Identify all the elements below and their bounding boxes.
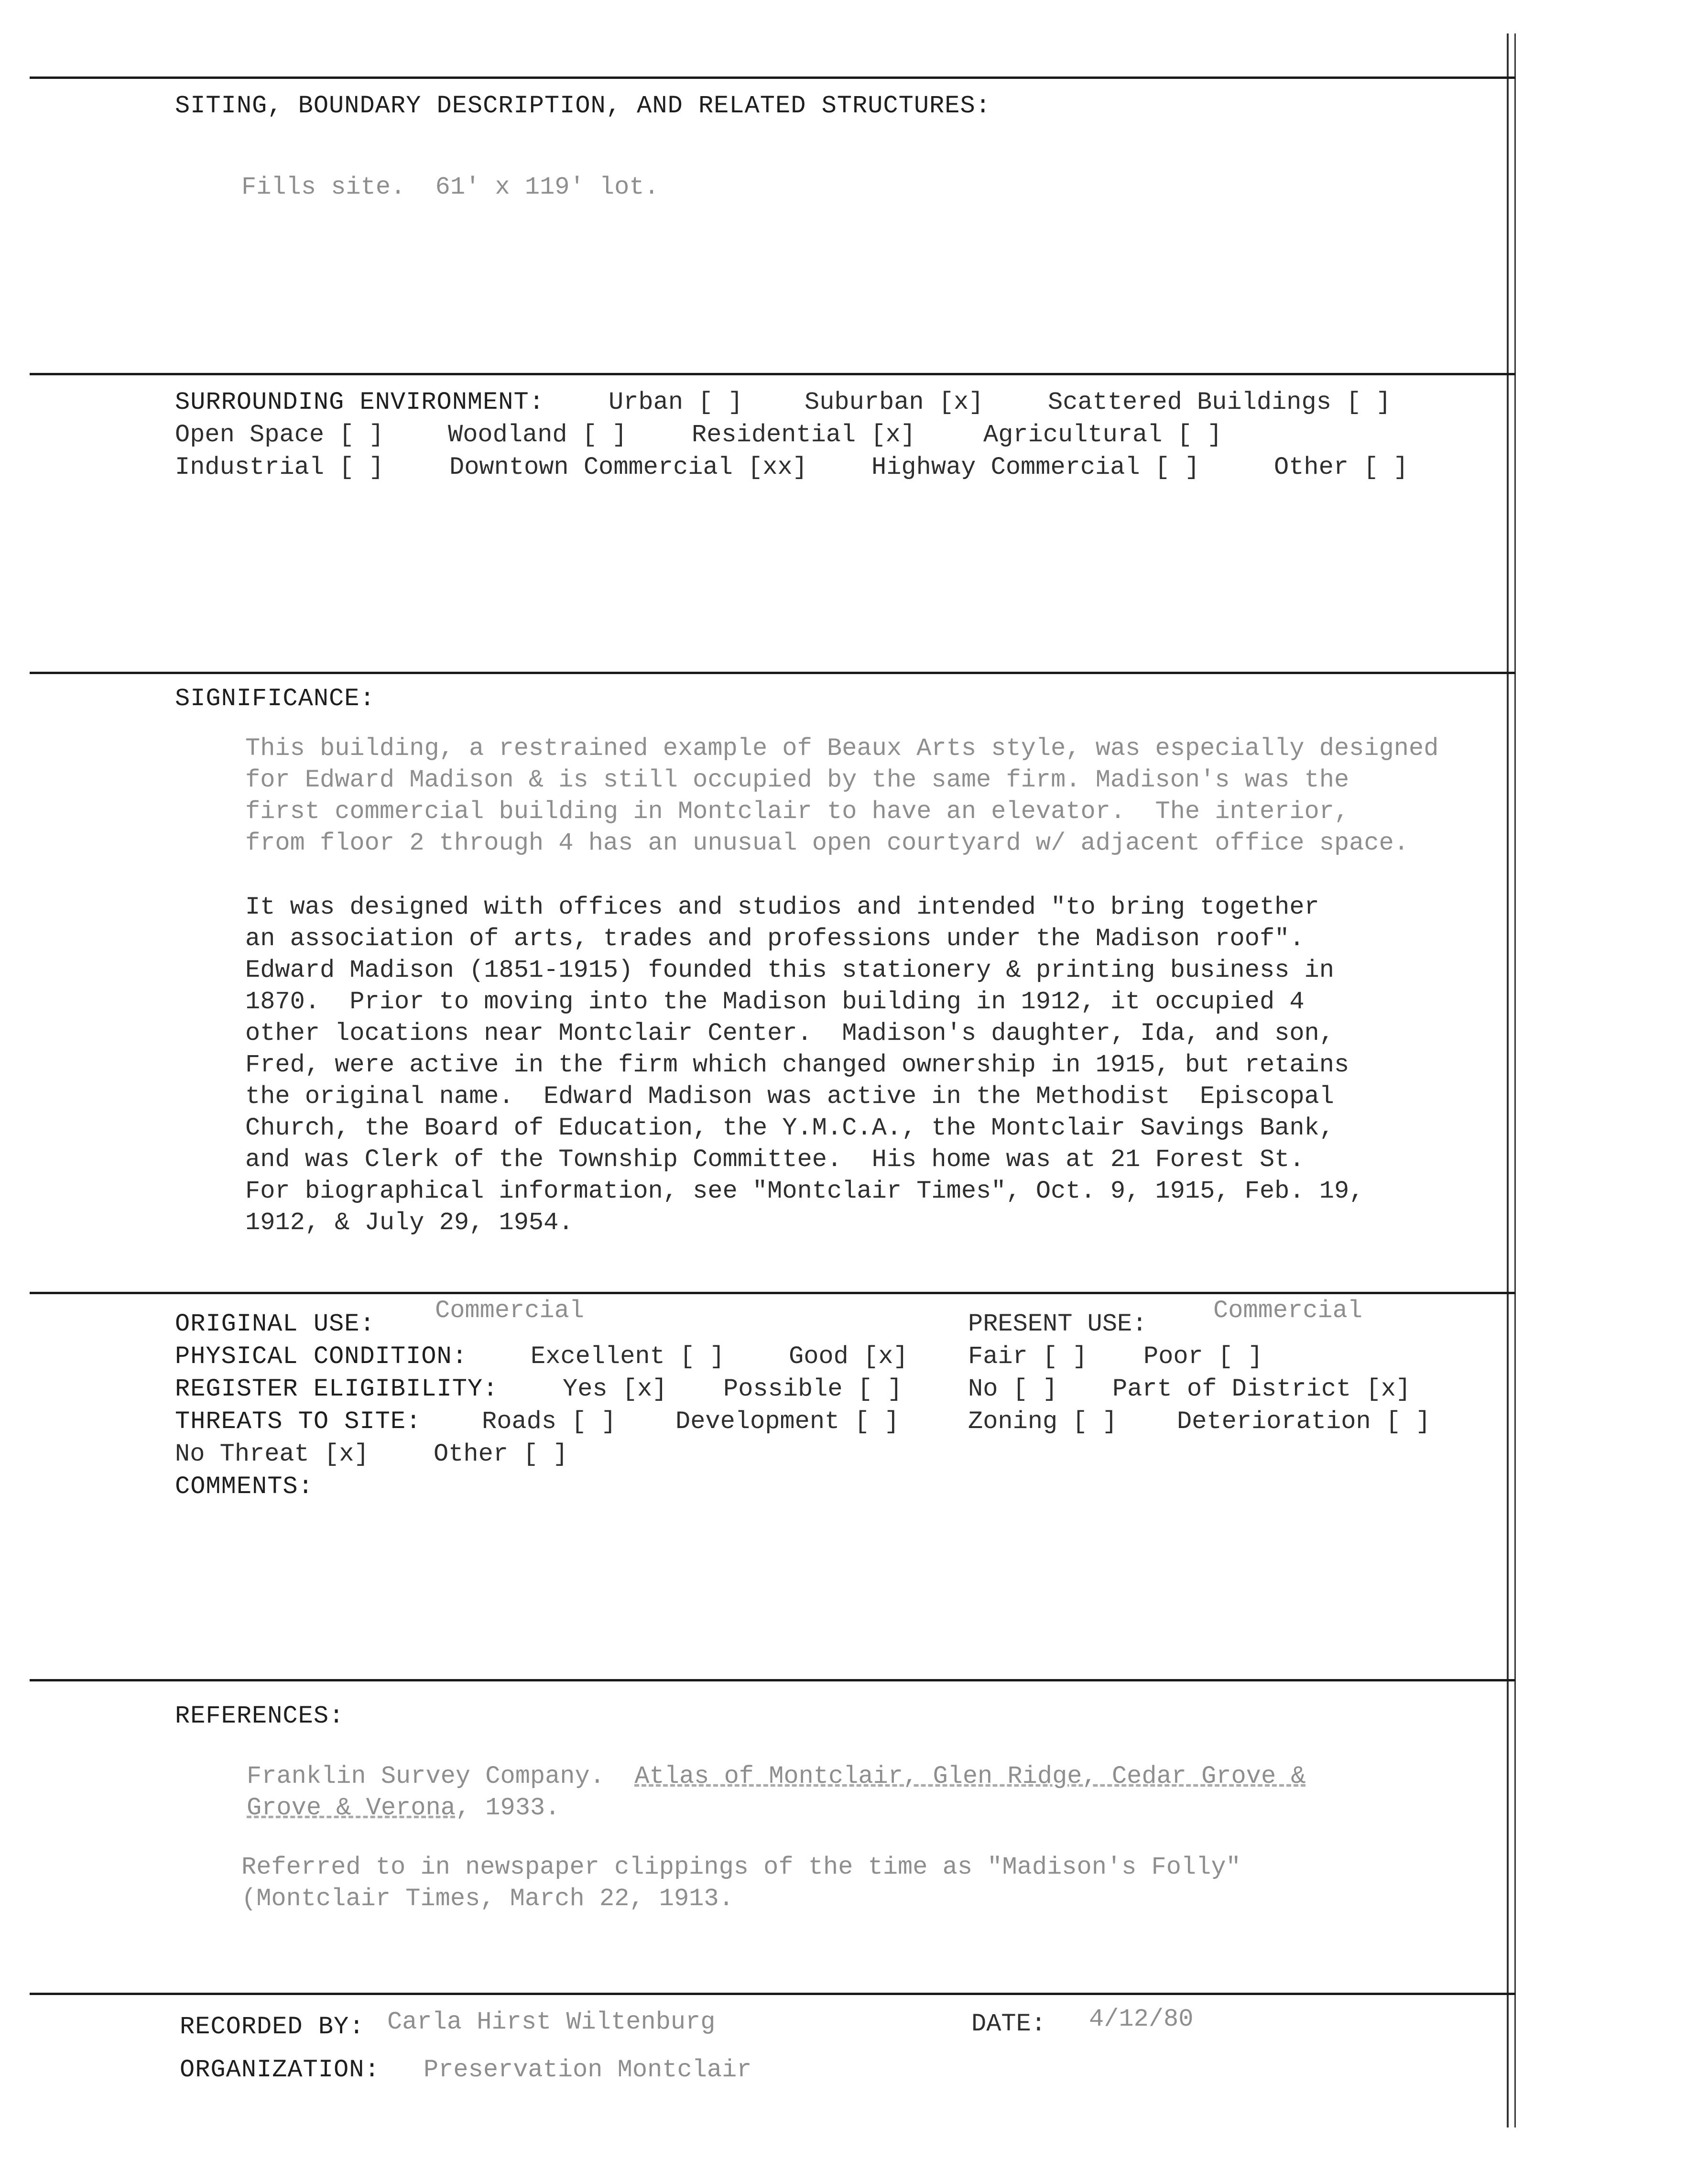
eligibility-part-of-district: Part of District [x] bbox=[1112, 1375, 1411, 1403]
condition-poor: Poor [ ] bbox=[1143, 1342, 1263, 1371]
threat-deterioration: Deterioration [ ] bbox=[1177, 1407, 1431, 1436]
threat-zoning: Zoning [ ] bbox=[968, 1407, 1118, 1436]
present-use-value: Commercial bbox=[1213, 1297, 1363, 1325]
eligibility-yes: Yes [x] bbox=[563, 1375, 667, 1403]
condition-good: Good [x] bbox=[789, 1342, 908, 1371]
section-divider bbox=[30, 1993, 1515, 1995]
original-use-label: ORIGINAL USE: bbox=[175, 1310, 375, 1338]
env-option-urban: Urban [ ] bbox=[609, 388, 743, 416]
reference-1 bbox=[247, 1762, 1306, 1790]
organization-value: Preservation Montclair bbox=[424, 2056, 752, 2084]
condition-excellent: Excellent [ ] bbox=[531, 1342, 725, 1371]
section-divider bbox=[30, 1292, 1515, 1294]
right-border-line-outer bbox=[1514, 33, 1516, 2127]
section-divider bbox=[30, 373, 1515, 375]
significance-line: 1870. Prior to moving into the Madison building in 1912, it occupied 4 bbox=[245, 988, 1305, 1016]
section-divider bbox=[30, 76, 1515, 79]
significance-line: For biographical information, see "Montclair Times", Oct. 9, 1915, Feb. 19, bbox=[245, 1177, 1364, 1205]
env-option-suburban: Suburban [x] bbox=[805, 388, 984, 416]
env-option-downtown-commercial: Downtown Commercial [xx] bbox=[449, 453, 807, 481]
significance-line: from floor 2 through 4 has an unusual open courtyard w/ adjacent office space. bbox=[245, 829, 1409, 857]
reference-1-year: , 1933. bbox=[455, 1794, 560, 1822]
reference-2-line-1: Referred to in newspaper clippings of the time as "Madison's Folly" bbox=[241, 1853, 1241, 1881]
eligibility-possible: Possible [ ] bbox=[723, 1375, 903, 1403]
present-use-label: PRESENT USE: bbox=[968, 1310, 1147, 1338]
significance-line: Edward Madison (1851-1915) founded this stationery & printing business in bbox=[245, 956, 1334, 984]
significance-line: other locations near Montclair Center. Madison's daughter, Ida, and son, bbox=[245, 1019, 1334, 1047]
comments-label: COMMENTS: bbox=[175, 1473, 314, 1501]
significance-line: for Edward Madison & is still occupied by the same firm. Madison's was the bbox=[245, 766, 1349, 794]
recorded-by-value: Carla Hirst Wiltenburg bbox=[387, 2008, 716, 2036]
significance-line: This building, a restrained example of Beaux Arts style, was especially designed bbox=[245, 734, 1439, 763]
env-option-industrial: Industrial [ ] bbox=[175, 453, 384, 481]
threat-roads: Roads [ ] bbox=[482, 1407, 616, 1436]
physical-condition-label: PHYSICAL CONDITION: bbox=[175, 1342, 468, 1371]
siting-text: Fills site. 61' x 119' lot. bbox=[241, 173, 659, 201]
env-option-residential: Residential [x] bbox=[692, 421, 916, 449]
env-option-open-space: Open Space [ ] bbox=[175, 421, 384, 449]
env-option-woodland: Woodland [ ] bbox=[448, 421, 627, 449]
significance-line: the original name. Edward Madison was active in the Methodist Episcopal bbox=[245, 1082, 1334, 1111]
reference-1-title-cont: Grove & Verona bbox=[247, 1794, 456, 1822]
env-option-agricultural: Agricultural [ ] bbox=[983, 421, 1222, 449]
threats-label: THREATS TO SITE: bbox=[175, 1407, 422, 1436]
recorded-by-label: RECORDED BY: bbox=[180, 2013, 365, 2041]
organization-label: ORGANIZATION: bbox=[180, 2056, 380, 2084]
significance-line: and was Clerk of the Township Committee. His home was at 21 Forest St. bbox=[245, 1145, 1305, 1174]
significance-line: Fred, were active in the firm which changed ownership in 1915, but retains bbox=[245, 1051, 1349, 1079]
eligibility-no: No [ ] bbox=[968, 1375, 1058, 1403]
register-eligibility-label: REGISTER ELIGIBILITY: bbox=[175, 1375, 499, 1403]
siting-heading: SITING, BOUNDARY DESCRIPTION, AND RELATED STRUCTURES: bbox=[175, 92, 991, 120]
original-use-value: Commercial bbox=[435, 1297, 585, 1325]
threat-development: Development [ ] bbox=[675, 1407, 900, 1436]
threat-other: Other [ ] bbox=[434, 1440, 568, 1468]
right-border-line bbox=[1507, 33, 1509, 2127]
significance-heading: SIGNIFICANCE: bbox=[175, 685, 375, 713]
env-option-scattered-buildings: Scattered Buildings [ ] bbox=[1048, 388, 1391, 416]
date-label: DATE: bbox=[971, 2010, 1046, 2038]
date-value: 4/12/80 bbox=[1089, 2005, 1194, 2033]
section-divider bbox=[30, 1679, 1515, 1681]
threat-none: No Threat [x] bbox=[175, 1440, 369, 1468]
reference-1-cont bbox=[247, 1794, 560, 1822]
env-option-highway-commercial: Highway Commercial [ ] bbox=[871, 453, 1200, 481]
significance-line: It was designed with offices and studios and intended "to bring together bbox=[245, 893, 1319, 921]
references-heading: REFERENCES: bbox=[175, 1702, 345, 1730]
significance-line: Church, the Board of Education, the Y.M.C.A., the Montclair Savings Bank, bbox=[245, 1114, 1334, 1142]
significance-line: an association of arts, trades and professions under the Madison roof". bbox=[245, 925, 1305, 953]
env-option-other: Other [ ] bbox=[1274, 453, 1408, 481]
significance-line: first commercial building in Montclair to have an elevator. The interior, bbox=[245, 797, 1349, 826]
reference-1-author: Franklin Survey Company. bbox=[247, 1762, 635, 1790]
reference-1-title: Atlas of Montclair, Glen Ridge, Cedar Grove & bbox=[634, 1762, 1306, 1790]
significance-line: 1912, & July 29, 1954. bbox=[245, 1209, 574, 1237]
environment-heading: SURROUNDING ENVIRONMENT: bbox=[175, 388, 544, 416]
condition-fair: Fair [ ] bbox=[968, 1342, 1088, 1371]
section-divider bbox=[30, 672, 1515, 674]
reference-2-line-2: (Montclair Times, March 22, 1913. bbox=[241, 1885, 734, 1913]
